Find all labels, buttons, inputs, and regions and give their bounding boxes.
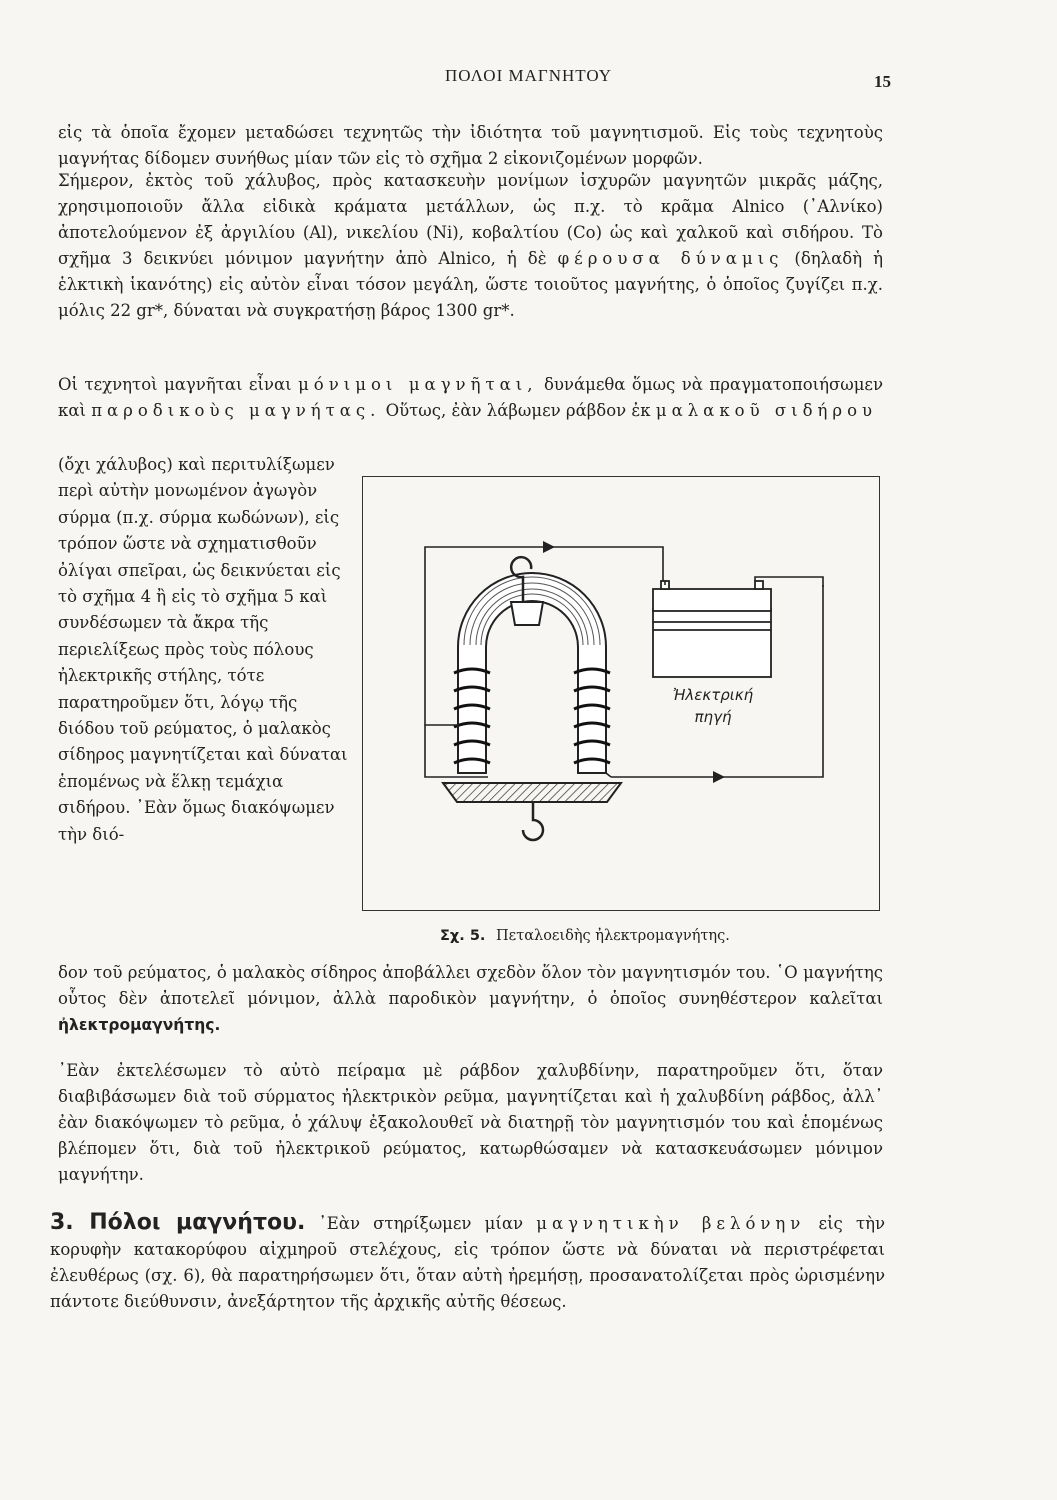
- paragraph-3: [58, 372, 883, 424]
- paragraph-7: [50, 1210, 885, 1315]
- paragraph-7-text-a: ᾿Εὰν στηρίξωμεν μίαν: [318, 1214, 524, 1233]
- paragraph-6: ᾿Εὰν ἐκτελέσωμεν τὸ αὐτὸ πείραμα μὲ ράβδον χαλυβδίνην, παρατηροῦμεν ὅτι, ὅταν διαβιβάσωμεν διὰ τοῦ σύρματος ἠλεκτρικὸν ρεῦμα, μαγνητίζεται καὶ ἡ χαλυβδίνη ράβδος, ἀλλ᾿ ἐὰν διακόψωμεν τὸ ρεῦμα, ὁ χάλυψ ἐξακολουθεῖ νὰ διατηρῇ τὸν μαγνητισμόν του καὶ ἑπομένως βλέπομεν ὅτι, διὰ τοῦ ἠλεκτρικοῦ ρεύματος, κατωρθώσαμεν νὰ κατασκευάσωμεν μόνιμον μαγνήτην.: [58, 1061, 883, 1184]
- paragraph-2: [58, 168, 883, 324]
- power-source-label-line2: πηγή: [694, 708, 732, 726]
- spaced-term-needle: μαγνητικὴν βελόνην: [536, 1214, 806, 1233]
- figure-caption: [440, 928, 730, 944]
- current-arrow-top: [543, 541, 555, 553]
- hook-holder: [511, 602, 543, 625]
- caption-text: Πεταλοειδὴς ἠλεκτρομαγνήτης.: [496, 928, 730, 944]
- bottom-hook: [523, 802, 543, 840]
- paragraph-2-text-b: (δηλαδὴ ἡ ἑλκτικὴ ἱκανότης) εἰς αὐτὸν εἶναι τόσον μεγάλη, ὥστε τοιοῦτος μαγνήτης, ὁ ὁποῖος ζυγίζει π.χ. μόλις 22 gr*, δύναται νὰ συγκρατήσῃ βάρος 1300 gr*.: [58, 249, 883, 320]
- paragraph-3-text-b: δυνάμεθα ὅμως νὰ πραγματοποιήσωμεν καὶ: [58, 375, 884, 420]
- paragraph-5-text: δον τοῦ ρεύματος, ὁ μαλακὸς σίδηρος ἀποβάλλει σχεδὸν ὅλον τὸν μαγνητισμόν του. ῾Ο μαγνήτης οὗτος δὲν ἀποτελεῖ μόνιμον, ἀλλὰ παροδικὸν μαγνήτην, ὁ ὁποῖος συνηθέστερον καλεῖται: [58, 963, 883, 1008]
- power-source-label: [653, 684, 773, 728]
- spaced-term-force: φέρουσα δύναμις: [557, 249, 784, 268]
- paragraph-5: [58, 960, 883, 1038]
- spaced-term-soft-iron: μαλακοῦ σιδήρου: [655, 401, 878, 420]
- spaced-term-temporary: παροδικοὺς μαγνήτας.: [91, 401, 381, 420]
- keeper-bar: [443, 783, 621, 802]
- spaced-term-permanent: μόνιμοι μαγνῆται,: [298, 375, 538, 394]
- current-arrow-bottom: [713, 771, 725, 783]
- running-title: ΠΟΛΟΙ ΜΑΓΝΗΤΟΥ: [444, 66, 613, 85]
- electromagnet-diagram: [363, 477, 879, 910]
- section-heading: 3. Πόλοι μαγνήτου.: [50, 1210, 306, 1235]
- paragraph-2-text-a: Σήμερον, ἐκτὸς τοῦ χάλυβος, πρὸς κατασκευὴν μονίμων ἰσχυρῶν μαγνητῶν μικρᾶς μάζης, χρησιμοποιοῦν ἄλλα εἰδικὰ κράματα μετάλλων, ὡς π.χ. τὸ κρᾶμα Alnico (᾿Αλνίκο) ἀποτελούμενον ἐξ ἀργιλίου (Al), νικελίου (Ni), κοβαλτίου (Co) ὡς καὶ χαλκοῦ καὶ σιδήρου. Τὸ σχῆμα 3 δεικνύει μόνιμον μαγνήτην ἀπὸ Alnico, ἡ δὲ: [58, 171, 883, 268]
- paragraph-1: εἰς τὰ ὁποῖα ἔχομεν μεταδώσει τεχνητῶς τὴν ἰδιότητα τοῦ μαγνητισμοῦ. Εἰς τοὺς τεχνητοὺς μαγνήτας δίδομεν συνήθως μίαν τῶν εἰς τὸ σχῆμα 2 εἰκονιζομένων μορφῶν.: [58, 123, 883, 168]
- paragraph-7-text-b: εἰς τὴν κορυφὴν κατακορύφου αἰχμηροῦ στελέχους, εἰς τρόπον ὥστε νὰ δύναται νὰ περιστρέφεται ἐλευθέρως (σχ. 6), θὰ παρατηρήσωμεν ὅτι, ὅταν αὐτὴ ἠρεμήσῃ, προσανατολίζεται πρὸς ὡρισμένην πάντοτε διεύθυνσιν, ἀνεξάρτητον τῆς ἀρχικῆς αὐτῆς θέσεως.: [50, 1214, 886, 1311]
- term-electromagnet: ἠλεκτρομαγνήτης.: [58, 1016, 221, 1034]
- paragraph-4-wrapped: (ὄχι χάλυβος) καὶ περιτυλίξωμεν περὶ αὐτὴν μονωμένον ἀγωγὸν σύρμα (π.χ. σύρμα κωδώνων), εἰς τρόπον ὥστε νὰ σχηματισθοῦν ὀλίγαι σπεῖραι, ὡς δεικνύεται εἰς τὸ σχῆμα 4 ἢ εἰς τὸ σχῆμα 5 καὶ συνδέσωμεν τὰ ἄκρα τῆς περιελίξεως πρὸς τοὺς πόλους ἠλεκτρικῆς στήλης, τότε παρατηροῦμεν ὅτι, λόγῳ τῆς διόδου τοῦ ρεύματος, ὁ μαλακὸς σίδηρος μαγνητίζεται καὶ δύναται ἑπομένως νὰ ἕλκῃ τεμάχια σιδήρου. ᾿Εὰν ὅμως διακόψωμεν τὴν διό-: [58, 455, 348, 844]
- caption-number: Σχ. 5.: [440, 928, 486, 944]
- power-source-label-line1: Ἠλεκτρική: [672, 686, 754, 704]
- battery: [653, 581, 771, 677]
- page-number: 15: [874, 72, 891, 91]
- paragraph-3-text-c: Οὕτως, ἐὰν λάβωμεν ράβδον ἐκ: [385, 401, 651, 420]
- figure-electromagnet: [362, 476, 880, 911]
- paragraph-3-text-a: Οἱ τεχνητοὶ μαγνῆται εἶναι: [58, 375, 292, 394]
